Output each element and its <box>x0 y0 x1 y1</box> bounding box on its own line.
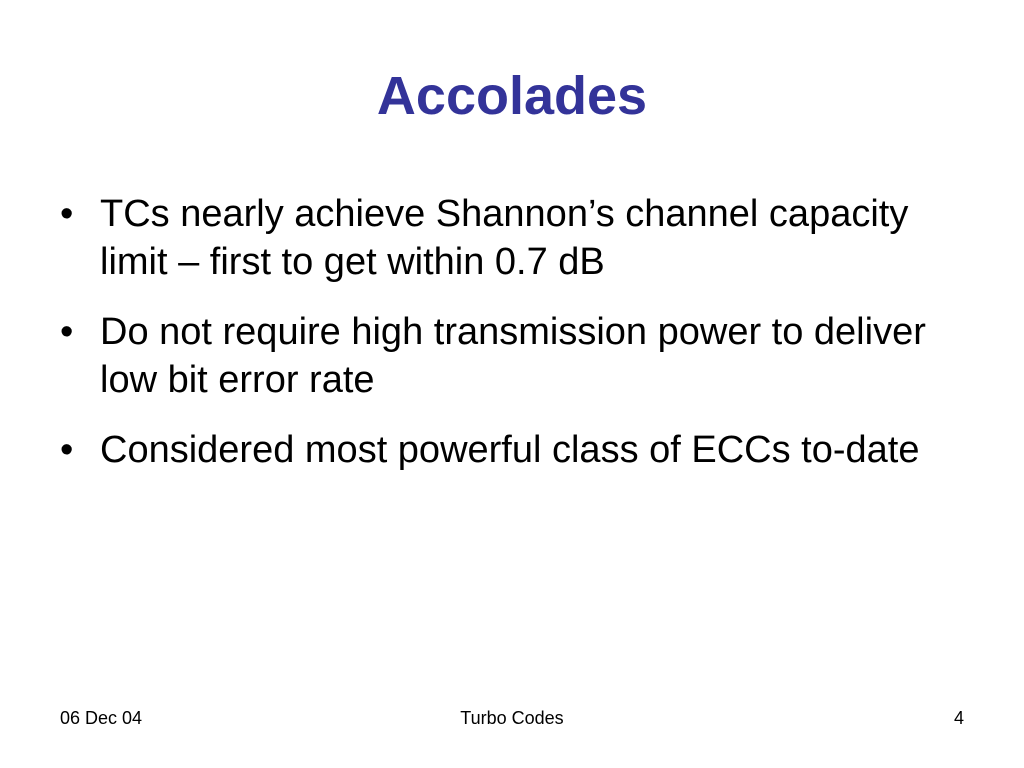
footer-date: 06 Dec 04 <box>60 708 143 728</box>
bullet-item <box>60 308 960 404</box>
bullet-text: TCs nearly achieve Shannon’s channel capacity limit – first to get within 0.7 dB <box>100 193 909 283</box>
slide-title: Accolades <box>376 66 648 126</box>
page-number: 4 <box>953 708 964 728</box>
bullet-item <box>60 426 960 474</box>
footer-title: Turbo Codes <box>460 708 564 728</box>
bullet-marker: • <box>60 311 74 353</box>
bullet-list <box>60 190 960 496</box>
bullet-item <box>60 190 960 286</box>
bullet-text: Do not require high transmission power to deliver low bit error rate <box>100 311 926 401</box>
bullet-marker: • <box>60 193 74 235</box>
bullet-marker: • <box>60 429 74 471</box>
bullet-text: Considered most powerful class of ECCs to-date <box>100 429 920 471</box>
